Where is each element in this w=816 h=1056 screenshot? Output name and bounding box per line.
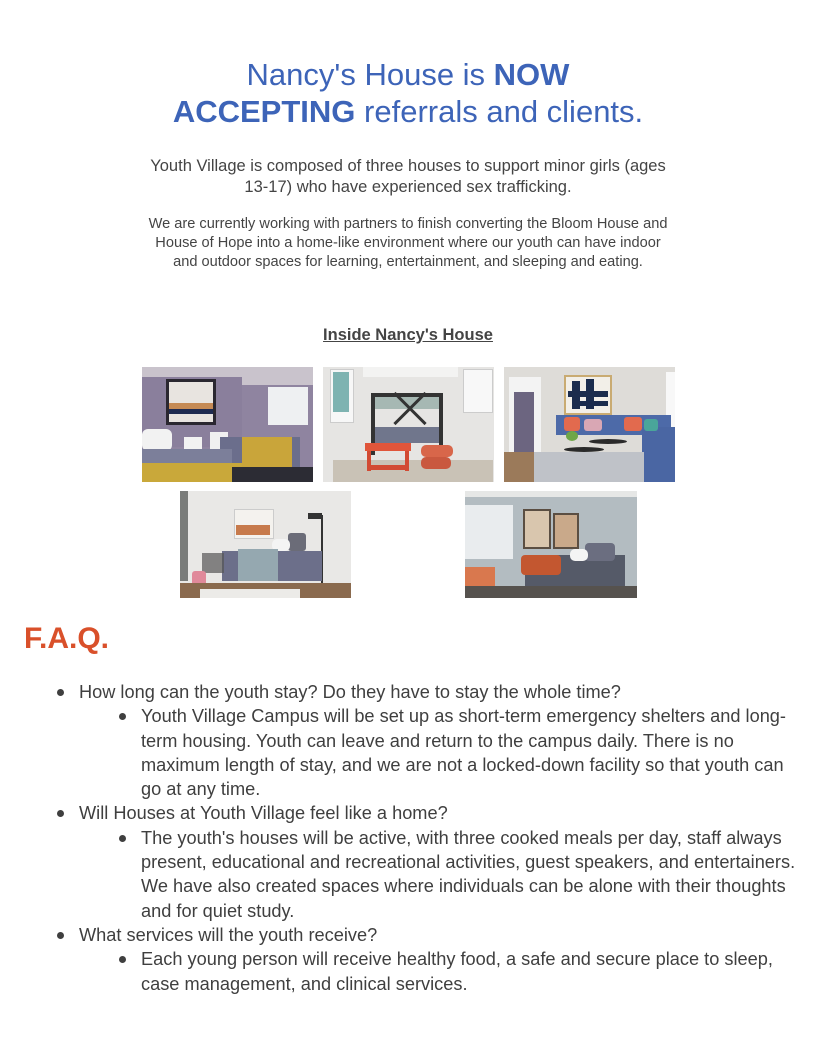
photo-blue-bedroom xyxy=(465,491,637,598)
faq-question: What services will the youth receive? xyxy=(0,923,816,947)
headline-text-2: referrals and clients. xyxy=(355,94,644,129)
faq-question: Will Houses at Youth Village feel like a home? xyxy=(0,801,816,825)
faq-answer: Each young person will receive healthy food, a safe and secure place to sleep, case management, and clinical services. xyxy=(0,947,816,996)
headline xyxy=(0,56,816,130)
intro-text-1: Youth Village is composed of three houses to support minor girls (ages 13-17) who have experienced sex trafficking. xyxy=(150,157,666,196)
headline-now: NOW xyxy=(493,57,570,92)
headline-text-1: Nancy's House is xyxy=(246,57,494,92)
intro-text-2: We are currently working with partners to finish converting the Bloom House and House of Hope into a home-like environment where our youth can have indoor and outdoor spaces for learning, entertainment, and sleeping and eating. xyxy=(148,216,668,270)
intro-paragraph-2 xyxy=(0,215,816,272)
faq-question: How long can the youth stay? Do they have to stay the whole time? xyxy=(0,680,816,704)
faq-title: F.A.Q. xyxy=(24,622,110,655)
window xyxy=(268,387,308,425)
intro-paragraph-1 xyxy=(0,156,816,198)
gallery-title: Inside Nancy's House xyxy=(323,326,493,344)
faq-list xyxy=(0,680,816,996)
faq-answer: The youth's houses will be active, with three cooked meals per day, staff always present, educational and recreational activities, guest speakers, and entertainers. We have also created spaces where individuals can be alone with their thoughts and for quiet study. xyxy=(0,826,816,923)
photo-white-bedroom xyxy=(180,491,351,598)
red-table xyxy=(365,443,411,451)
photo-living-room xyxy=(504,367,675,482)
photo-bunk-room xyxy=(323,367,494,482)
window xyxy=(465,505,513,559)
headline-accepting: ACCEPTING xyxy=(172,94,356,129)
photo-purple-bedroom xyxy=(142,367,313,482)
faq-answer: Youth Village Campus will be set up as short-term emergency shelters and long-term housing. Youth can leave and return to the campus daily. There is no maximum length of stay, and we are not a locked-down facility so that youth can go at any time. xyxy=(0,704,816,801)
